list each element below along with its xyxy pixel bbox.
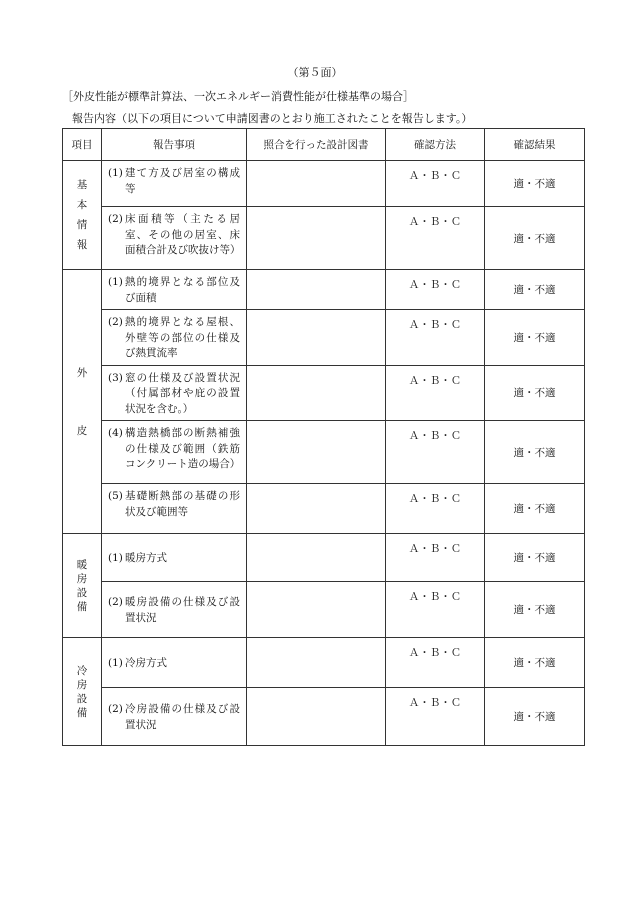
drawing-cell[interactable]: [247, 207, 386, 270]
report-item: (2) 床面積等（主たる居室、その他の居室、床面積合計及び吹抜け等）: [102, 207, 247, 270]
table-row: [63, 534, 585, 582]
table-row: [63, 207, 585, 270]
drawing-cell[interactable]: [247, 270, 386, 310]
report-item: (2) 熱的境界となる屋根、外壁等の部位の仕様及び熱貫流率: [102, 310, 247, 366]
table-row: [63, 582, 585, 638]
result-cell[interactable]: 適・不適: [485, 484, 585, 534]
drawing-cell[interactable]: [247, 421, 386, 484]
table-row: [63, 421, 585, 484]
method-cell[interactable]: Ａ・Ｂ・Ｃ: [386, 484, 485, 534]
method-cell[interactable]: Ａ・Ｂ・Ｃ: [386, 534, 485, 582]
table-row: [63, 270, 585, 310]
report-item: (1) 暖房方式: [102, 534, 247, 582]
method-cell[interactable]: Ａ・Ｂ・Ｃ: [386, 365, 485, 421]
report-item: (1) 熱的境界となる部位及び面積: [102, 270, 247, 310]
result-cell[interactable]: 適・不適: [485, 207, 585, 270]
report-intro: 報告内容（以下の項目について申請図書のとおり施工されたことを報告します。）: [72, 112, 473, 125]
table-row: [63, 161, 585, 207]
result-cell[interactable]: 適・不適: [485, 421, 585, 484]
result-cell[interactable]: 適・不適: [485, 270, 585, 310]
page-number: （第５面）: [287, 66, 343, 79]
header-result: 確認結果: [485, 129, 585, 161]
result-cell[interactable]: 適・不適: [485, 365, 585, 421]
report-table: [62, 128, 585, 746]
condition-note: ［外皮性能が標準計算法、一次エネルギー消費性能が仕様基準の場合］: [62, 90, 414, 103]
method-cell[interactable]: Ａ・Ｂ・Ｃ: [386, 638, 485, 688]
table-row: [63, 484, 585, 534]
result-cell[interactable]: 適・不適: [485, 310, 585, 366]
report-item: (4) 構造熱橋部の断熱補強の仕様及び範囲（鉄筋コンクリート造の場合）: [102, 421, 247, 484]
result-cell[interactable]: 適・不適: [485, 688, 585, 746]
method-cell[interactable]: Ａ・Ｂ・Ｃ: [386, 582, 485, 638]
header-report: 報告事項: [102, 129, 247, 161]
method-cell[interactable]: Ａ・Ｂ・Ｃ: [386, 688, 485, 746]
drawing-cell[interactable]: [247, 582, 386, 638]
method-cell[interactable]: Ａ・Ｂ・Ｃ: [386, 161, 485, 207]
report-item: (2) 冷房設備の仕様及び設置状況: [102, 688, 247, 746]
table-row: [63, 365, 585, 421]
drawing-cell[interactable]: [247, 365, 386, 421]
header-item: 項目: [63, 129, 102, 161]
method-cell[interactable]: Ａ・Ｂ・Ｃ: [386, 421, 485, 484]
result-cell[interactable]: 適・不適: [485, 161, 585, 207]
table-header-row: [63, 129, 585, 161]
drawing-cell[interactable]: [247, 310, 386, 366]
category-cooling: 冷 房 設 備: [63, 638, 102, 746]
result-cell[interactable]: 適・不適: [485, 638, 585, 688]
drawing-cell[interactable]: [247, 161, 386, 207]
drawing-cell[interactable]: [247, 638, 386, 688]
drawing-cell[interactable]: [247, 484, 386, 534]
method-cell[interactable]: Ａ・Ｂ・Ｃ: [386, 310, 485, 366]
method-cell[interactable]: Ａ・Ｂ・Ｃ: [386, 207, 485, 270]
table-row: [63, 638, 585, 688]
header-drawings: 照合を行った設計図書: [247, 129, 386, 161]
drawing-cell[interactable]: [247, 688, 386, 746]
result-cell[interactable]: 適・不適: [485, 582, 585, 638]
category-heating: 暖 房 設 備: [63, 534, 102, 638]
category-basic: 基 本 情 報: [63, 161, 102, 270]
report-item: (3) 窓の仕様及び設置状況（付属部材や庇の設置状況を含む。）: [102, 365, 247, 421]
report-item: (1) 建て方及び居室の構成等: [102, 161, 247, 207]
drawing-cell[interactable]: [247, 534, 386, 582]
table-row: [63, 688, 585, 746]
report-item: (1) 冷房方式: [102, 638, 247, 688]
report-item: (5) 基礎断熱部の基礎の形状及び範囲等: [102, 484, 247, 534]
report-item: (2) 暖房設備の仕様及び設置状況: [102, 582, 247, 638]
header-method: 確認方法: [386, 129, 485, 161]
method-cell[interactable]: Ａ・Ｂ・Ｃ: [386, 270, 485, 310]
result-cell[interactable]: 適・不適: [485, 534, 585, 582]
category-skin: 外 皮: [63, 270, 102, 534]
table-row: [63, 310, 585, 366]
